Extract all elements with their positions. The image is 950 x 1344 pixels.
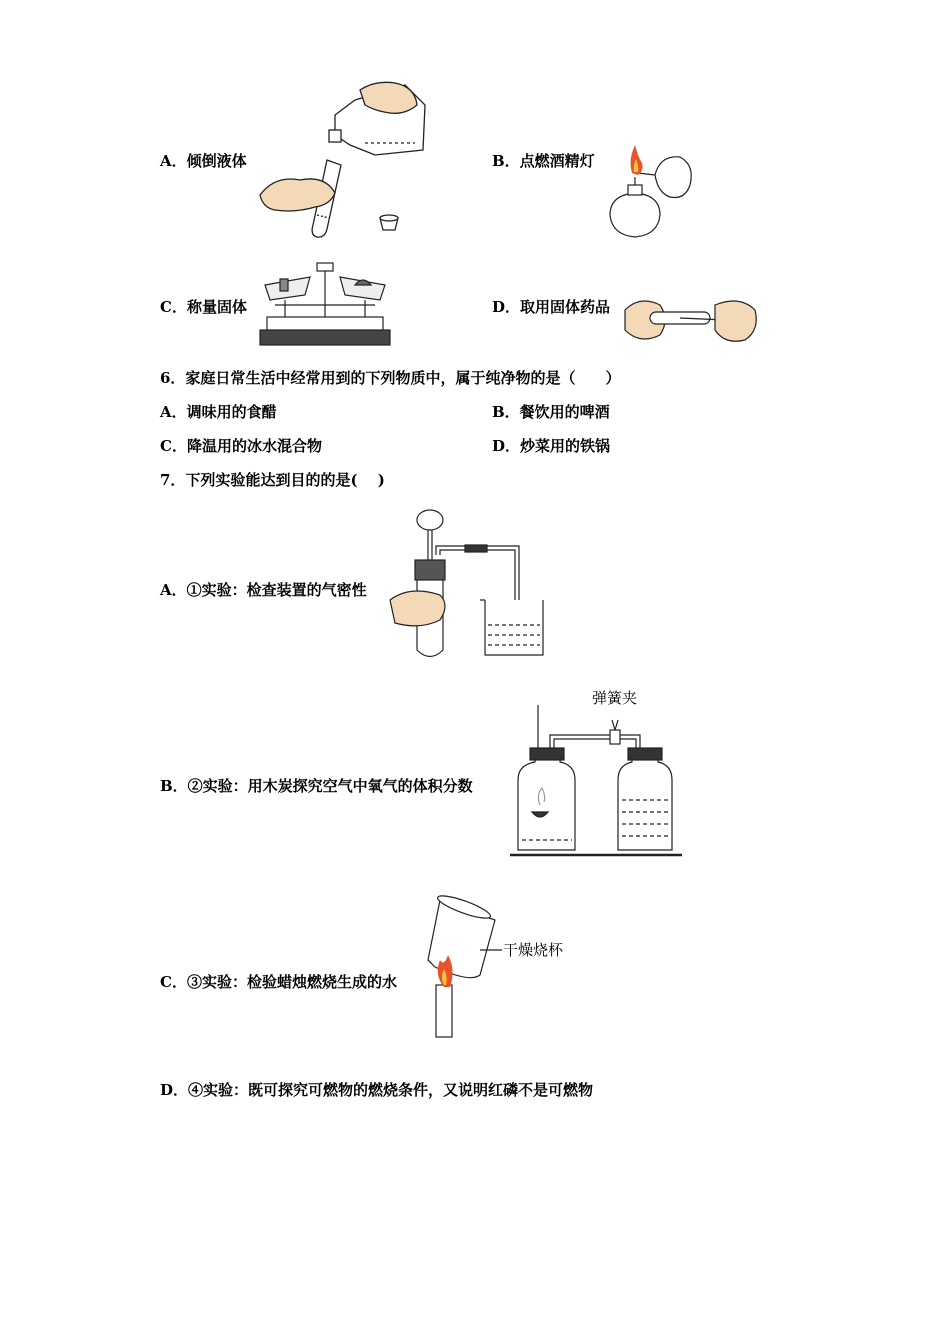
q6-option-c: C．降温用的冰水混合物: [160, 437, 322, 455]
q5-option-c: C．称量固体: [160, 298, 247, 316]
q6-option-d: D．炒菜用的铁锅: [492, 437, 611, 455]
q7-stem: 7．下列实验能达到目的的是( ): [160, 471, 385, 489]
airtightness-figure: [385, 505, 555, 660]
clip-label: 弹簧夹: [592, 689, 638, 707]
q6-stem: 6．家庭日常生活中经常用到的下列物质中，属于纯净物的是（ ）: [160, 369, 621, 387]
candle-beaker-figure: [420, 895, 510, 1040]
q6-option-b: B．餐饮用的啤酒: [492, 403, 610, 421]
q7-option-b: B．②实验：用木炭探究空气中氧气的体积分数: [160, 777, 473, 795]
q5-option-b: B．点燃酒精灯: [492, 152, 595, 170]
q5-option-d: D．取用固体药品: [492, 298, 611, 316]
q5-option-a: A．倾倒液体: [160, 152, 247, 170]
q7-option-c: C．③实验：检验蜡烛燃烧生成的水: [160, 973, 397, 991]
oxygen-fraction-figure: [510, 700, 690, 860]
q6-option-a: A．调味用的食醋: [160, 403, 277, 421]
pouring-liquid-figure: [255, 75, 440, 245]
q7-option-d: D．④实验：既可探究可燃物的燃烧条件，又说明红磷不是可燃物: [160, 1081, 594, 1099]
alcohol-lamp-figure: [600, 135, 700, 245]
dry-beaker-label: 干燥烧杯: [503, 941, 564, 959]
q7-option-a: A．①实验：检查装置的气密性: [160, 581, 367, 599]
solid-reagent-figure: [620, 290, 760, 350]
balance-figure: [255, 255, 395, 350]
